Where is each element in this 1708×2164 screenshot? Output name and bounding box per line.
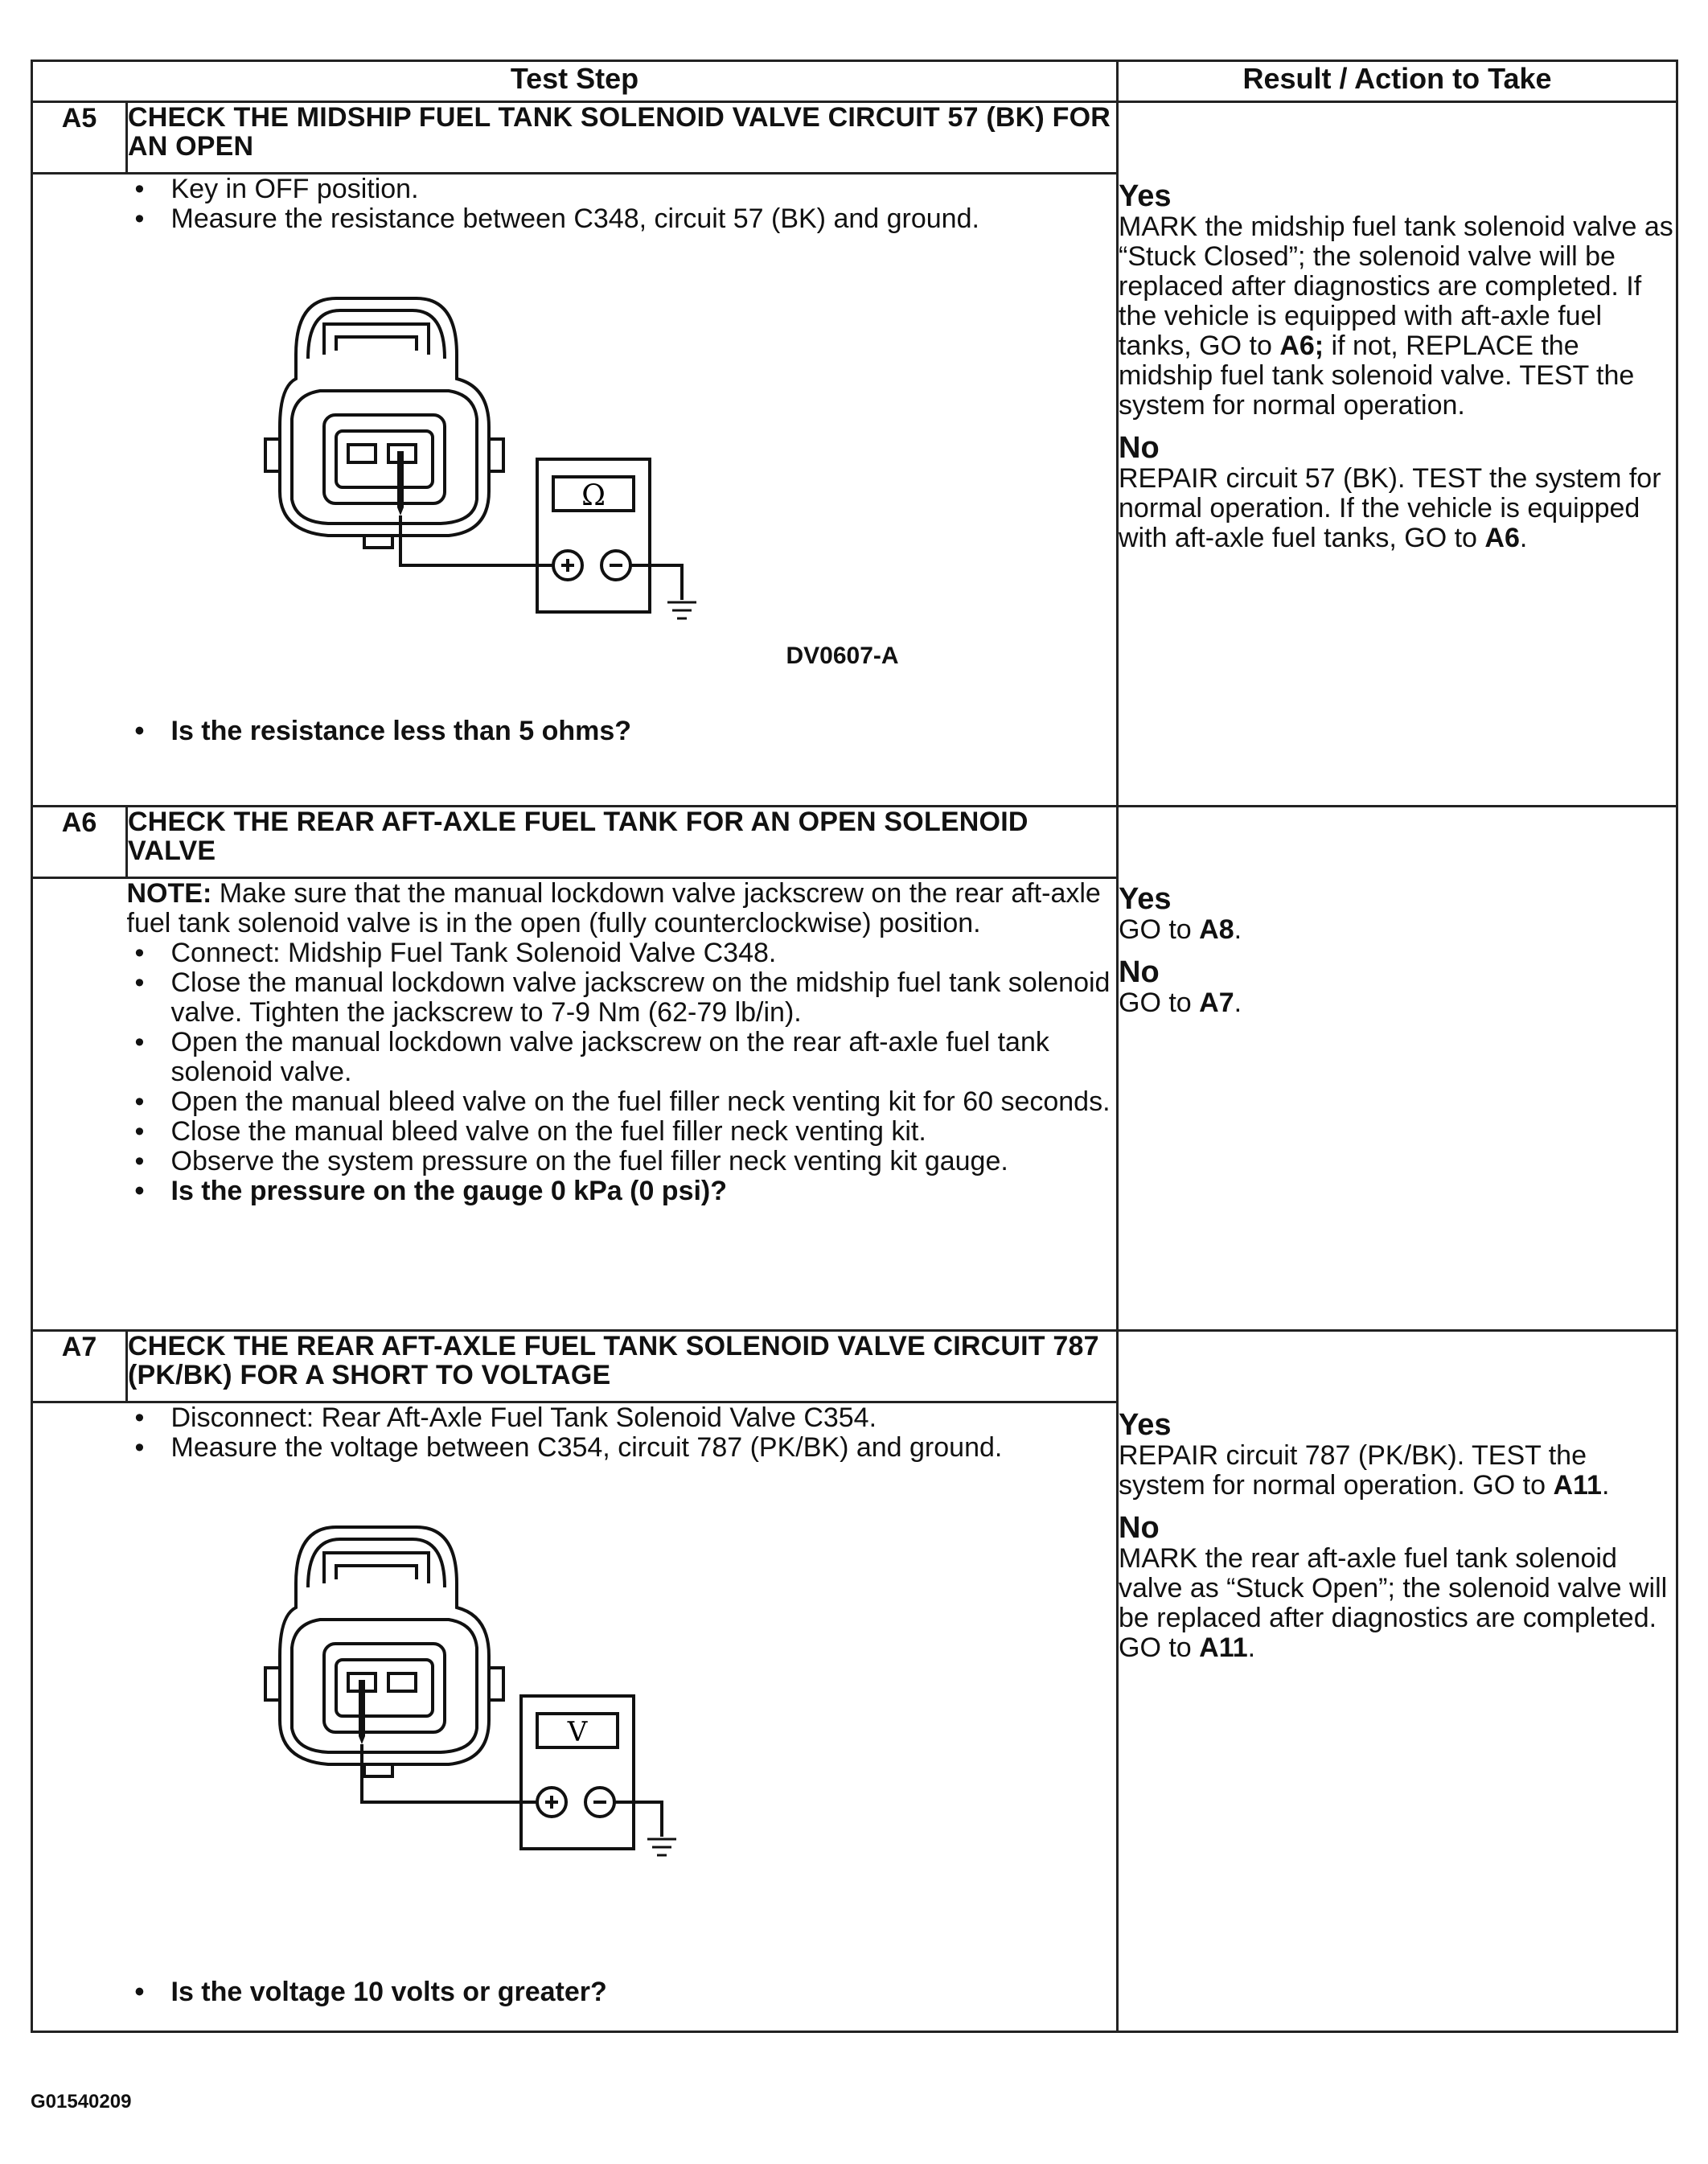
table-header-row bbox=[32, 61, 1677, 102]
note-text: Make sure that the manual lockdown valve jackscrew on the rear aft-axle fuel tank solenoid valve is in the open (fully counterclockwise) position. bbox=[126, 878, 1101, 938]
step-a6-body bbox=[127, 878, 1118, 1331]
terminal-cavity bbox=[324, 415, 445, 503]
diagnostic-table bbox=[31, 60, 1678, 2033]
step-title: CHECK THE MIDSHIP FUEL TANK SOLENOID VALVE CIRCUIT 57 (BK) FOR AN OPEN bbox=[127, 102, 1118, 174]
yes-text: REPAIR circuit 787 (PK/BK). TEST the system for normal operation. GO to bbox=[1119, 1440, 1587, 1501]
ohm-symbol: Ω bbox=[581, 479, 606, 512]
no-step-ref: A6 bbox=[1484, 523, 1520, 553]
step-a6-title-row bbox=[32, 807, 1677, 878]
connector-voltmeter-svg bbox=[248, 1495, 939, 1945]
bullet-item: • Measure the resistance between C348, circuit 57 (BK) and ground. bbox=[127, 204, 1117, 234]
bullet-item: • Close the manual lockdown valve jackscrew on the midship fuel tank solenoid valve. Tighten the jackscrew to 7-9 Nm (62-79 lb/in). bbox=[127, 968, 1117, 1028]
step-a6-note bbox=[127, 879, 1117, 938]
no-text: REPAIR circuit 57 (BK). TEST the system for normal operation. If the vehicle is equipped with aft-axle fuel tanks, GO to bbox=[1119, 463, 1661, 553]
volt-symbol: V bbox=[567, 1716, 587, 1748]
yes-step-ref: A8 bbox=[1199, 914, 1234, 945]
step-a7-result bbox=[1118, 1331, 1677, 2032]
yes-text-cont: . bbox=[1234, 914, 1242, 945]
diagram-label: DV0607-A bbox=[786, 643, 899, 669]
yes-action bbox=[1119, 212, 1676, 421]
step-a7-bullets bbox=[127, 1403, 1117, 1463]
no-text: MARK the rear aft-axle fuel tank solenoid valve as “Stuck Open”; the solenoid valve will be replaced after diagnostics are completed. GO to bbox=[1119, 1543, 1668, 1663]
no-text-cont: . bbox=[1519, 523, 1528, 553]
step-a5-spacer bbox=[32, 174, 127, 807]
yes-text-cont: . bbox=[1601, 1470, 1610, 1501]
yes-text-cont: if not, REPLACE the midship fuel tank solenoid valve. TEST the system for normal operation. bbox=[1119, 331, 1635, 421]
no-text: GO to bbox=[1119, 988, 1200, 1018]
no-step-ref: A11 bbox=[1199, 1632, 1248, 1663]
step-a5-bullets bbox=[127, 175, 1117, 234]
step-a6-spacer bbox=[32, 878, 127, 1331]
bullet-item: • Disconnect: Rear Aft-Axle Fuel Tank Solenoid Valve C354. bbox=[127, 1403, 1117, 1433]
no-label: No bbox=[1119, 955, 1160, 989]
no-action bbox=[1119, 1544, 1676, 1663]
yes-text: GO to bbox=[1119, 914, 1200, 945]
bullet-item: • Observe the system pressure on the fuel filler neck venting kit gauge. bbox=[127, 1147, 1117, 1176]
ground-symbol-icon bbox=[667, 602, 696, 618]
ohmmeter-diagram bbox=[127, 234, 1117, 717]
voltmeter-diagram bbox=[127, 1463, 1117, 1977]
yes-label: Yes bbox=[1119, 882, 1172, 916]
step-title: CHECK THE REAR AFT-AXLE FUEL TANK SOLENOID VALVE CIRCUIT 787 (PK/BK) FOR A SHORT TO VOLTAGE bbox=[127, 1331, 1118, 1402]
step-a7-question-list bbox=[127, 1977, 1117, 2007]
step-title: CHECK THE REAR AFT-AXLE FUEL TANK FOR AN OPEN SOLENOID VALVE bbox=[127, 807, 1118, 878]
step-question: • Is the pressure on the gauge 0 kPa (0 psi)? bbox=[127, 1176, 1117, 1206]
step-a5-result bbox=[1118, 102, 1677, 807]
test-leads bbox=[400, 515, 682, 600]
yes-text: MARK the midship fuel tank solenoid valve as “Stuck Closed”; the solenoid valve will be replaced after diagnostics are completed. If the vehicle is equipped with aft-axle fuel tanks, GO to bbox=[1119, 211, 1673, 361]
no-label: No bbox=[1119, 431, 1160, 465]
step-a5-question-list bbox=[127, 717, 1117, 746]
yes-step-ref: A6; bbox=[1279, 331, 1324, 361]
step-id: A6 bbox=[32, 807, 127, 878]
test-step-header: Test Step bbox=[32, 61, 1118, 102]
no-step-ref: A7 bbox=[1199, 988, 1234, 1018]
step-a7-spacer bbox=[32, 1402, 127, 2032]
result-action-header: Result / Action to Take bbox=[1118, 61, 1677, 102]
yes-step-ref: A11 bbox=[1553, 1470, 1602, 1501]
figure-id: G01540209 bbox=[31, 2091, 132, 2113]
no-action bbox=[1119, 988, 1676, 1018]
bullet-item: • Connect: Midship Fuel Tank Solenoid Valve C348. bbox=[127, 938, 1117, 968]
step-id: A5 bbox=[32, 102, 127, 174]
step-id: A7 bbox=[32, 1331, 127, 1402]
no-label: No bbox=[1119, 1511, 1160, 1545]
bullet-item: • Open the manual lockdown valve jackscrew on the rear aft-axle fuel tank solenoid valve. bbox=[127, 1028, 1117, 1087]
no-text-cont: . bbox=[1234, 988, 1242, 1018]
bullet-item: • Open the manual bleed valve on the fuel filler neck venting kit for 60 seconds. bbox=[127, 1087, 1117, 1117]
step-a7-title-row bbox=[32, 1331, 1677, 1402]
yes-action bbox=[1119, 1441, 1676, 1501]
bullet-item: • Close the manual bleed valve on the fuel filler neck venting kit. bbox=[127, 1117, 1117, 1147]
step-a5-title-row bbox=[32, 102, 1677, 174]
bullet-item: • Key in OFF position. bbox=[127, 175, 1117, 204]
yes-label: Yes bbox=[1119, 1408, 1172, 1442]
probe-tip bbox=[397, 451, 404, 515]
terminal-cavity bbox=[324, 1644, 445, 1732]
no-action bbox=[1119, 464, 1676, 553]
yes-action bbox=[1119, 915, 1676, 945]
ground-symbol-icon bbox=[647, 1839, 676, 1855]
no-text-cont: . bbox=[1247, 1632, 1256, 1663]
step-question: • Is the resistance less than 5 ohms? bbox=[127, 717, 1117, 746]
step-a6-result bbox=[1118, 807, 1677, 1331]
probe-tip bbox=[359, 1680, 365, 1744]
step-a5-body bbox=[127, 174, 1118, 807]
test-leads bbox=[362, 1744, 662, 1837]
yes-label: Yes bbox=[1119, 179, 1172, 213]
step-a7-body bbox=[127, 1402, 1118, 2032]
step-question: • Is the voltage 10 volts or greater? bbox=[127, 1977, 1117, 2007]
step-a6-bullets bbox=[127, 938, 1117, 1206]
bullet-item: • Measure the voltage between C354, circuit 787 (PK/BK) and ground. bbox=[127, 1433, 1117, 1463]
note-label: NOTE: bbox=[126, 878, 212, 909]
